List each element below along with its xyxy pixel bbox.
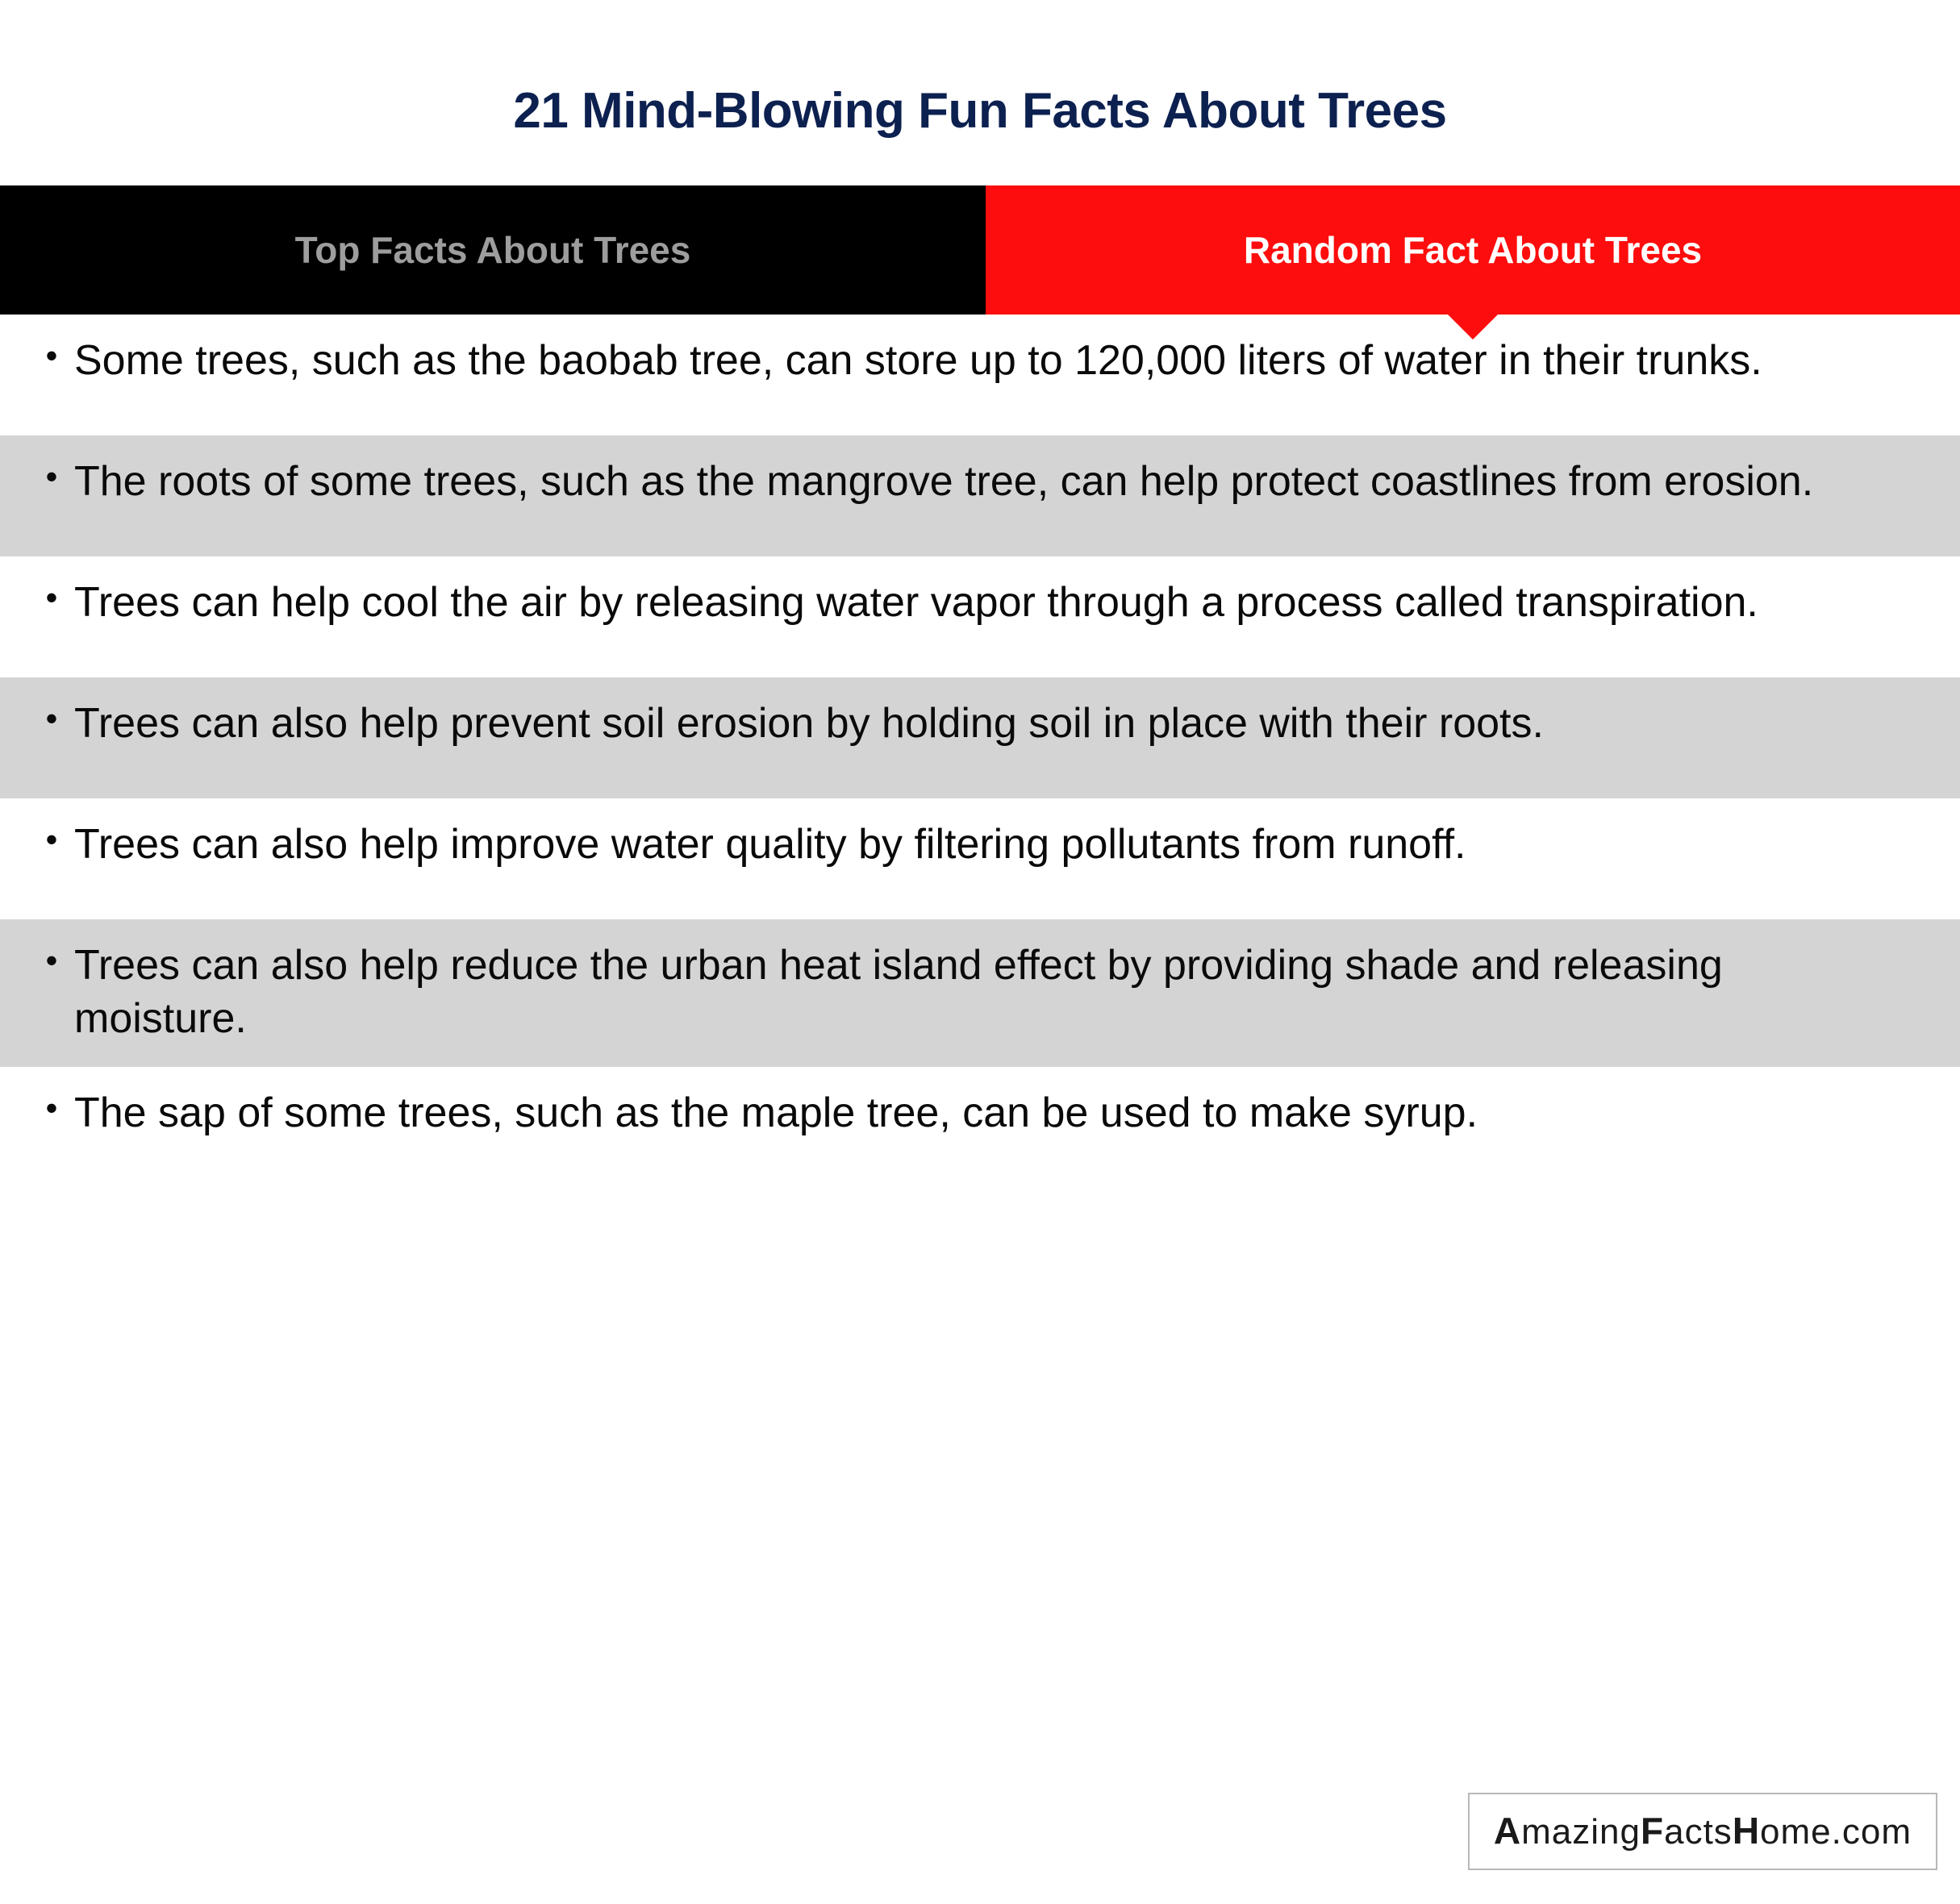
brand-part: A (1493, 1809, 1522, 1852)
brand-part: acts (1664, 1811, 1733, 1852)
list-item (0, 798, 1960, 919)
brand-part: mazing (1521, 1811, 1641, 1852)
bullet-icon: • (45, 577, 58, 616)
bullet-icon: • (45, 698, 58, 737)
active-tab-arrow-icon (1448, 315, 1498, 340)
tab-top-facts-about-trees[interactable] (0, 185, 986, 315)
brand-part: .com (1831, 1811, 1912, 1852)
tab-label: Top Facts About Trees (294, 228, 691, 271)
list-item (0, 1067, 1960, 1188)
fact-text: The roots of some trees, such as the mangrove tree, can help protect coastlines from erosion. (74, 457, 1814, 505)
bullet-icon: • (45, 335, 58, 374)
list-item (0, 919, 1960, 1067)
page-title: 21 Mind-Blowing Fun Facts About Trees (513, 82, 1447, 139)
fact-text: Some trees, such as the baobab tree, can store up to 120,000 liters of water in their trunks. (74, 336, 1762, 384)
list-item (0, 435, 1960, 556)
list-item (0, 677, 1960, 798)
list-item (0, 315, 1960, 435)
tab-label: Random Fact About Trees (1243, 228, 1703, 271)
brand-part: ome (1760, 1811, 1832, 1852)
fact-text: Trees can also help prevent soil erosion by holding soil in place with their roots. (74, 699, 1544, 747)
fact-text: The sap of some trees, such as the maple tree, can be used to make syrup. (74, 1089, 1478, 1136)
brand-part: F (1641, 1809, 1665, 1852)
fact-text: Trees can also help reduce the urban heat island effect by providing shade and releasing moisture. (74, 941, 1723, 1043)
bullet-icon: • (45, 940, 58, 979)
tab-bar (0, 185, 1960, 315)
fact-text: Trees can also help improve water quality by filtering pollutants from runoff. (74, 820, 1466, 868)
site-brand (1468, 1793, 1937, 1870)
facts-list (0, 315, 1960, 1188)
bullet-icon: • (45, 456, 58, 495)
list-item (0, 556, 1960, 677)
fun-facts-page (0, 34, 1960, 1904)
brand-watermark (1468, 1793, 1937, 1870)
fact-text: Trees can help cool the air by releasing water vapor through a process called transpiration. (74, 578, 1758, 626)
brand-part: H (1732, 1809, 1761, 1852)
bullet-icon: • (45, 819, 58, 858)
bullet-icon: • (45, 1088, 58, 1127)
tab-random-fact-about-trees[interactable] (986, 185, 1960, 315)
